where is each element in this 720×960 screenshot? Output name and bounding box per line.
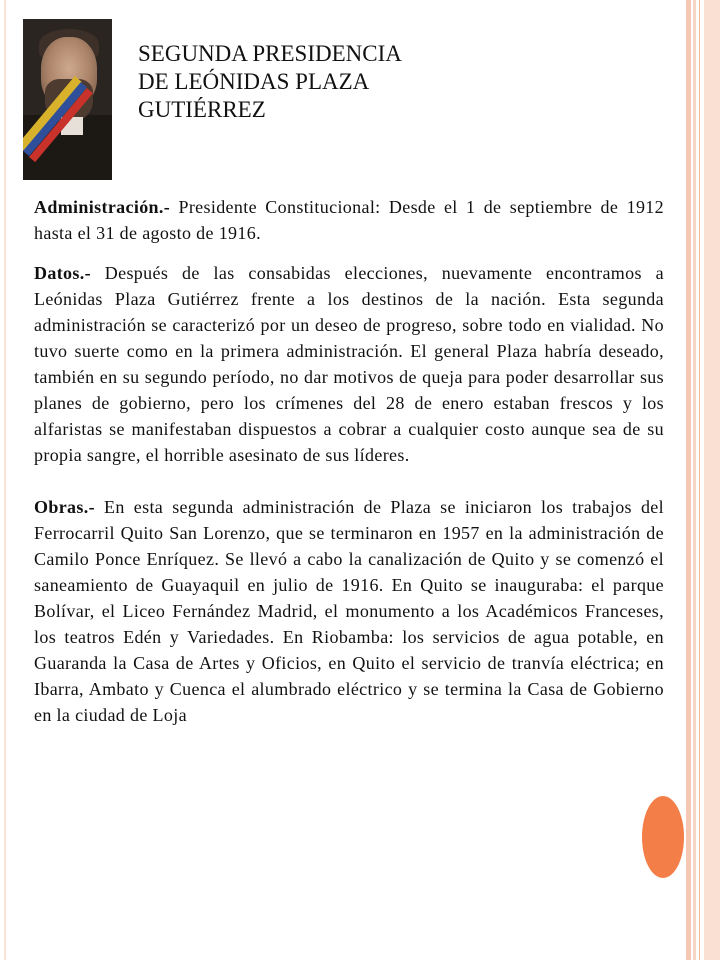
title-line-2: DE LEÓNIDAS PLAZA	[138, 69, 370, 94]
obras-text: En esta segunda administración de Plaza se iniciaron los trabajos del Ferrocarril Quito San Lorenzo, que se terminaron en 1957 en la administración de Camilo Ponce Enríquez. Se llevó a cabo la canalización de Quito y se comenzó el saneamiento de Guayaquil en julio de 1916. En Quito se inauguraba: el parque Bolívar, el Liceo Fernández Madrid, el monumento a los Académicos Franceses, los teatros Edén y Variedades. En Riobamba: los servicios de agua potable, en Guaranda la Casa de Artes y Oficios, en Quito el servicio de tranvía eléctrica; en Ibarra, Ambato y Cuenca el alumbrado eléctrico y se termina la Casa de Gobierno en la ciudad de Loja	[34, 497, 664, 725]
datos-paragraph	[34, 260, 664, 468]
administracion-paragraph	[34, 194, 664, 246]
datos-label: Datos	[34, 263, 80, 283]
title-line-3: GUTIÉRREZ	[138, 97, 266, 122]
page-title	[138, 40, 538, 124]
datos-separator: .-	[79, 263, 91, 283]
right-border-stripe	[693, 0, 696, 960]
president-portrait	[23, 19, 112, 180]
obras-paragraph	[34, 494, 664, 728]
administracion-separator: .-	[158, 197, 171, 217]
right-border-line	[699, 0, 700, 960]
right-border-band	[704, 0, 720, 960]
right-border-stripe	[686, 0, 691, 960]
datos-text: Después de las consabidas elecciones, nuevamente encontramos a Leónidas Plaza Gutiérrez frente a los destinos de la nación. Esta segunda administración se caracterizó por un deseo de progreso, sobre todo en vialidad. No tuvo suerte como en la primera administración. El general Plaza habría deseado, también en su segundo período, no dar motivos de queja para poder desarrollar sus planes de gobierno, pero los crímenes del 28 de enero estaban frescos y los alfaristas se manifestaban dispuestos a cobrar a cualquier costo aunque sea de su propia sangre, el horrible asesinato de sus líderes.	[34, 263, 664, 465]
decorative-oval	[642, 796, 684, 878]
administracion-text: Presidente Constitucional: Desde el 1 de septiembre de 1912 hasta el 31 de agosto de 1916.	[34, 197, 664, 243]
title-line-1: SEGUNDA PRESIDENCIA	[138, 41, 402, 66]
content-body	[34, 194, 664, 754]
obras-label: Obras	[34, 497, 84, 517]
administracion-label: Administración	[34, 197, 159, 217]
obras-separator: .-	[83, 497, 95, 517]
left-border-line	[4, 0, 6, 960]
